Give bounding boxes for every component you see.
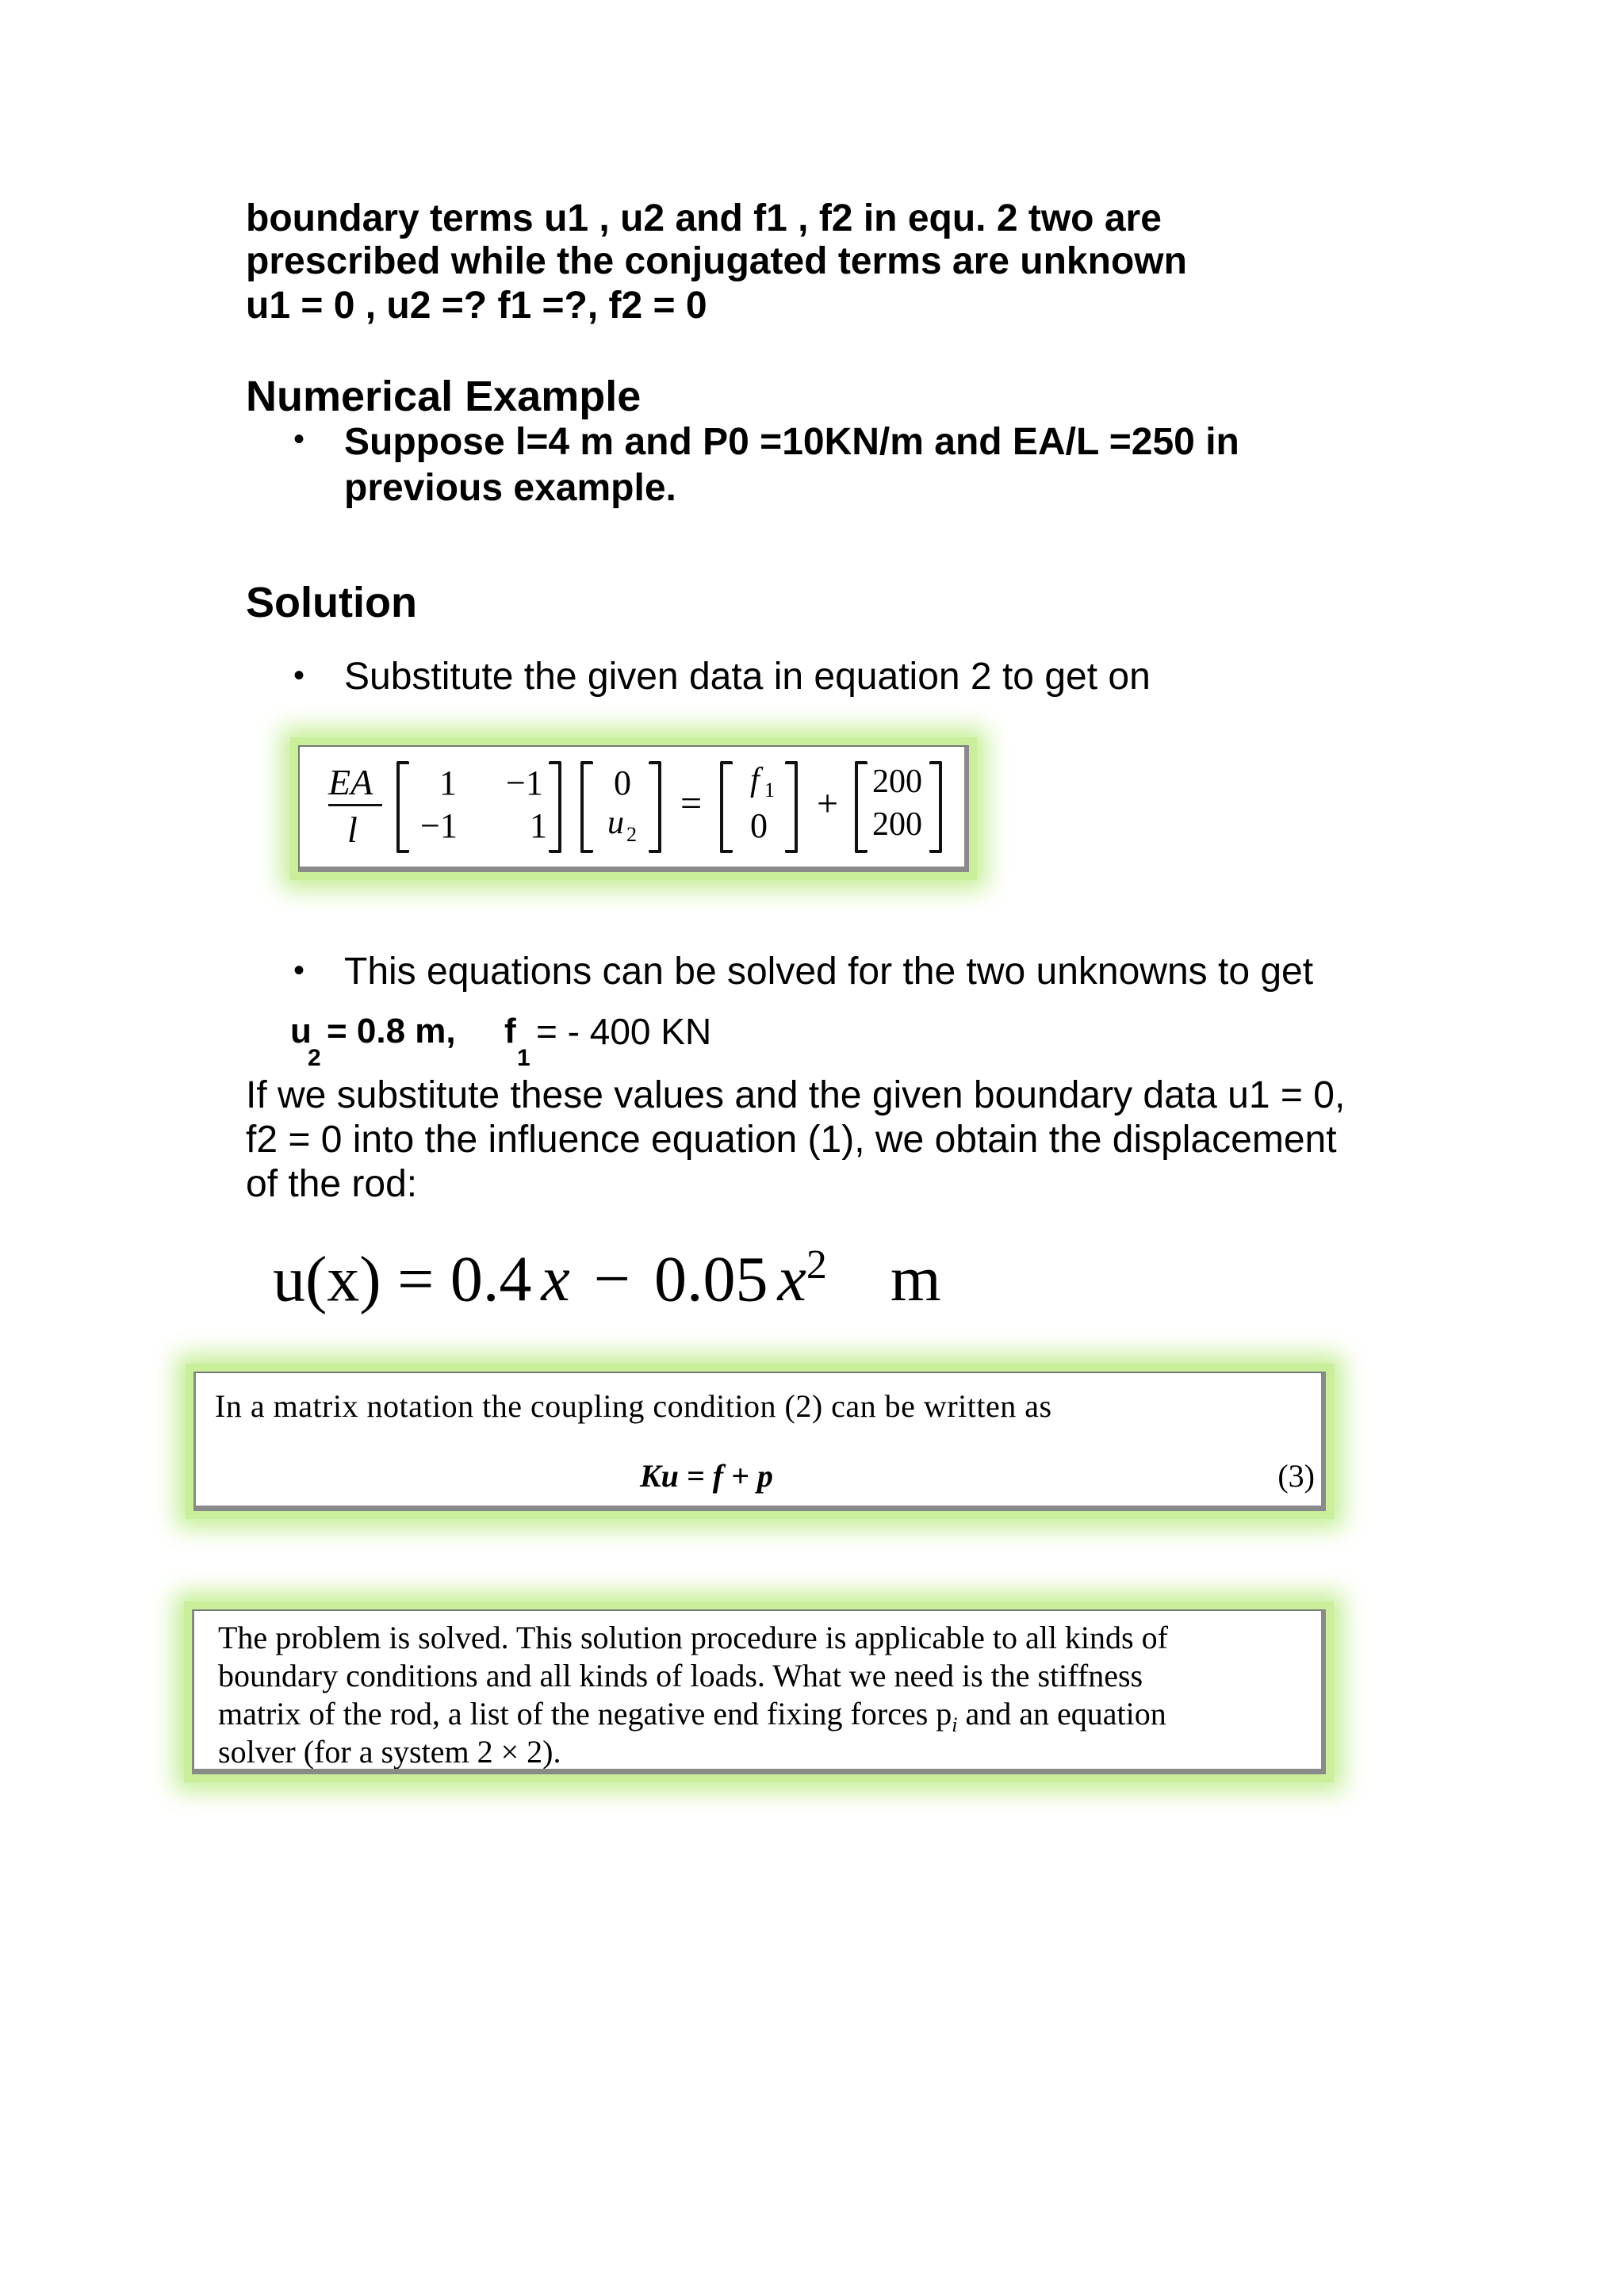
displacement-minus: −: [593, 1242, 631, 1315]
vector-f-bracket-right: [785, 761, 798, 853]
intro-line-3: u1 = 0 , u2 =? f1 =?, f2 = 0: [246, 285, 707, 327]
u2-symbol: u: [607, 805, 624, 841]
bullet-icon: •: [293, 658, 305, 693]
displacement-unit: m: [890, 1242, 941, 1315]
conclusion-line-3-end: and an equation: [957, 1696, 1166, 1732]
matrix-notation-box: [193, 1372, 1326, 1511]
conclusion-line-2: boundary conditions and all kinds of loads. What we need is the stiffness: [218, 1658, 1143, 1693]
conclusion-line-3-sub: i: [952, 1713, 958, 1736]
vector-u-bracket-left: [580, 761, 593, 853]
result-f-value: = - 400 KN: [536, 1011, 712, 1052]
k21: −1: [420, 806, 458, 845]
displacement-lhs: u(x) = 0.4: [273, 1242, 532, 1315]
matrix-bracket-left: [396, 761, 409, 853]
intro-line-1: boundary terms u1 , u2 and f1 , f2 in equ. 2 two are: [246, 197, 1162, 239]
l-denominator: l: [347, 809, 358, 850]
displacement-exponent: 2: [806, 1242, 827, 1288]
bullet-icon: •: [293, 953, 305, 988]
f1-subscript: 1: [764, 779, 775, 802]
solution-heading: Solution: [246, 579, 417, 626]
vector-p-bracket-right: [929, 761, 942, 853]
solution-bullet-1: Substitute the given data in equation 2 to get on: [344, 656, 1151, 698]
result-u-subscript: 2: [308, 1045, 321, 1071]
result-u-value: = 0.8 m,: [327, 1012, 456, 1050]
f2-value: 0: [750, 806, 768, 845]
conclusion-line-1: The problem is solved. This solution procedure is applicable to all kinds of: [218, 1620, 1168, 1655]
solution-bullet-2: This equations can be solved for the two unknowns to get: [344, 951, 1314, 993]
p2-value: 200: [872, 806, 922, 843]
numerical-example-bullet-line-2: previous example.: [344, 467, 676, 509]
para-line-1: If we substitute these values and the given boundary data u1 = 0,: [246, 1074, 1346, 1116]
displacement-coef: 0.05: [654, 1242, 768, 1315]
u2-subscript: 2: [626, 823, 637, 846]
k12: −1: [506, 763, 543, 802]
conclusion-line-3-text: matrix of the rod, a list of the negative end fixing forces p: [218, 1696, 952, 1732]
fraction-bar: [328, 804, 382, 806]
equals-sign: =: [680, 783, 703, 825]
conclusion-box: [192, 1609, 1326, 1774]
equation-number: (3): [1277, 1458, 1315, 1494]
matrix-notation-equation: Ku = f + p: [640, 1458, 773, 1494]
displacement-x1: x: [541, 1242, 570, 1315]
k11: 1: [439, 763, 457, 802]
plus-sign: +: [817, 783, 839, 825]
displacement-x2: x: [777, 1242, 806, 1315]
u1-value: 0: [614, 763, 631, 802]
conclusion-line-4: solver (for a system 2 × 2).: [218, 1734, 561, 1770]
numerical-example-bullet-line-1: Suppose l=4 m and P0 =10KN/m and EA/L =250 in: [344, 421, 1239, 463]
ea-numerator: EA: [328, 762, 373, 802]
para-line-3: of the rod:: [246, 1163, 418, 1205]
f1-symbol: f: [750, 762, 760, 798]
result-u-symbol: u: [290, 1012, 312, 1050]
p1-value: 200: [872, 763, 922, 800]
matrix-equation-box: [298, 745, 969, 872]
result-f-subscript: 1: [517, 1045, 530, 1071]
intro-line-2: prescribed while the conjugated terms are unknown: [246, 240, 1187, 282]
matrix-notation-text: In a matrix notation the coupling condition (2) can be written as: [215, 1388, 1052, 1424]
bullet-icon: •: [293, 422, 305, 457]
vector-f-bracket-left: [720, 761, 733, 853]
matrix-bracket-right: [549, 761, 561, 853]
vector-u-bracket-right: [649, 761, 661, 853]
k22: 1: [530, 806, 547, 845]
numerical-example-heading: Numerical Example: [246, 373, 642, 420]
displacement-equation: [273, 1226, 941, 1318]
vector-p-bracket-left: [855, 761, 868, 853]
result-f-symbol: f: [504, 1012, 516, 1050]
para-line-2: f2 = 0 into the influence equation (1), we obtain the displacement: [246, 1119, 1337, 1161]
